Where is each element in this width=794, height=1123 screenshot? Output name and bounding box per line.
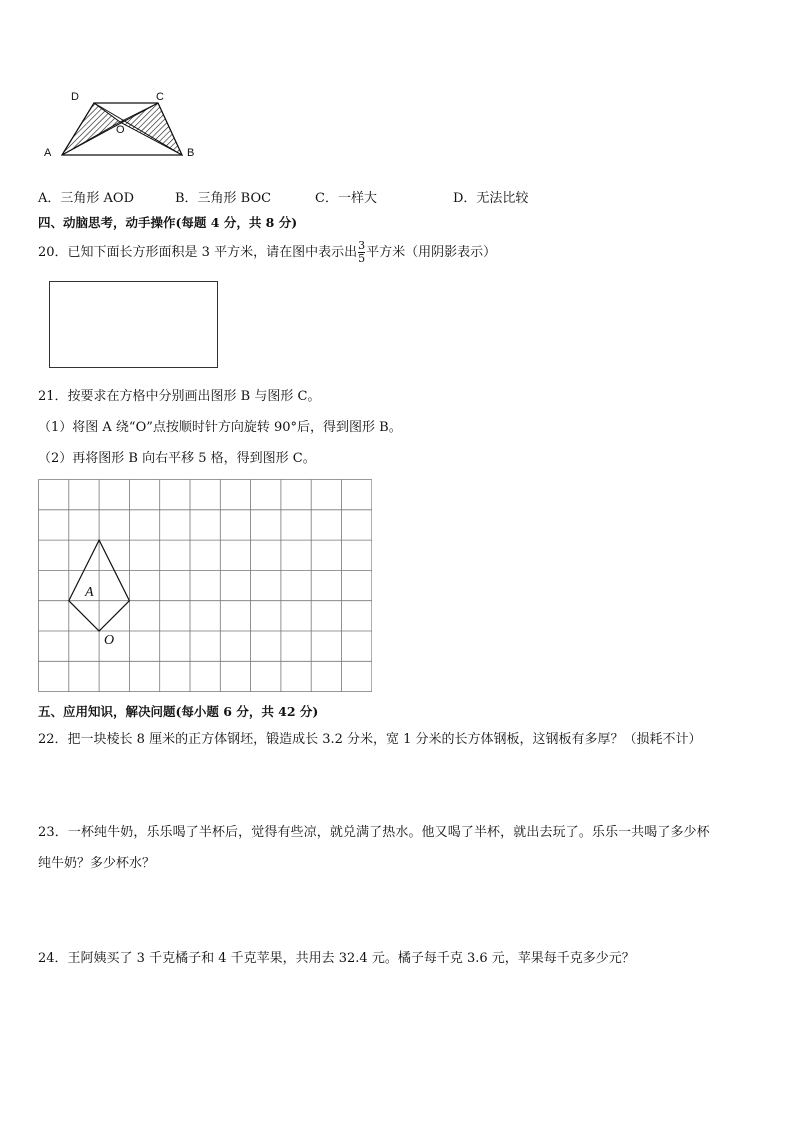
option-d[interactable]: D．无法比较 xyxy=(453,191,529,206)
fraction-numerator: 3 xyxy=(358,239,366,252)
section-4-title: 四、动脑思考，动手操作(每题 4 分，共 8 分) xyxy=(38,215,298,230)
question-23-line-1: 23．一杯纯牛奶，乐乐喝了半杯后，觉得有些凉，就兑满了热水。他又喝了半杯，就出去玩了。乐乐一共喝了多少杯 xyxy=(38,825,710,840)
vertex-label-c: C xyxy=(156,91,164,103)
question-22: 22．把一块棱长 8 厘米的正方体钢坯，锻造成长 3.2 分米，宽 1 分米的长方体钢板，这钢板有多厚？（损耗不计） xyxy=(38,732,702,747)
fraction-denominator: 5 xyxy=(358,252,366,265)
question-21: 21．按要求在方格中分别画出图形 B 与图形 C。 xyxy=(38,389,321,404)
question-20 xyxy=(38,238,496,268)
q20-text-before: 20．已知下面长方形面积是 3 平方米，请在图中表示出 xyxy=(38,245,358,260)
vertex-label-a: A xyxy=(44,147,52,159)
point-o-label: O xyxy=(104,633,115,648)
option-a[interactable]: A．三角形 AOD xyxy=(38,191,134,206)
fraction-3-5 xyxy=(358,240,365,265)
vertex-label-o: O xyxy=(116,124,125,136)
option-b[interactable]: B．三角形 BOC xyxy=(175,191,272,206)
question-24: 24．王阿姨买了 3 千克橘子和 4 千克苹果，共用去 32.4 元。橘子每千克 3.6 元，苹果每千克多少元？ xyxy=(38,951,635,966)
question-21-part-1: （1）将图 A 绕“O”点按顺时针方向旋转 90°后，得到图形 B。 xyxy=(38,420,402,435)
answer-rectangle[interactable] xyxy=(49,281,218,368)
shape-a-label: A xyxy=(85,585,94,600)
option-c[interactable]: C．一样大 xyxy=(315,191,377,206)
triangle-boc xyxy=(120,103,182,155)
trapezoid-figure xyxy=(40,85,210,165)
q20-text-after: 平方米（用阴影表示） xyxy=(366,245,497,260)
section-5-title: 五、应用知识，解决问题(每小题 6 分，共 42 分) xyxy=(38,704,319,719)
question-21-part-2: （2）再将图形 B 向右平移 5 格，得到图形 C。 xyxy=(38,451,316,466)
triangle-aod xyxy=(62,103,120,155)
vertex-label-b: B xyxy=(187,147,195,159)
vertex-label-d: D xyxy=(71,91,79,103)
question-23-line-2: 纯牛奶？多少杯水？ xyxy=(38,856,156,871)
